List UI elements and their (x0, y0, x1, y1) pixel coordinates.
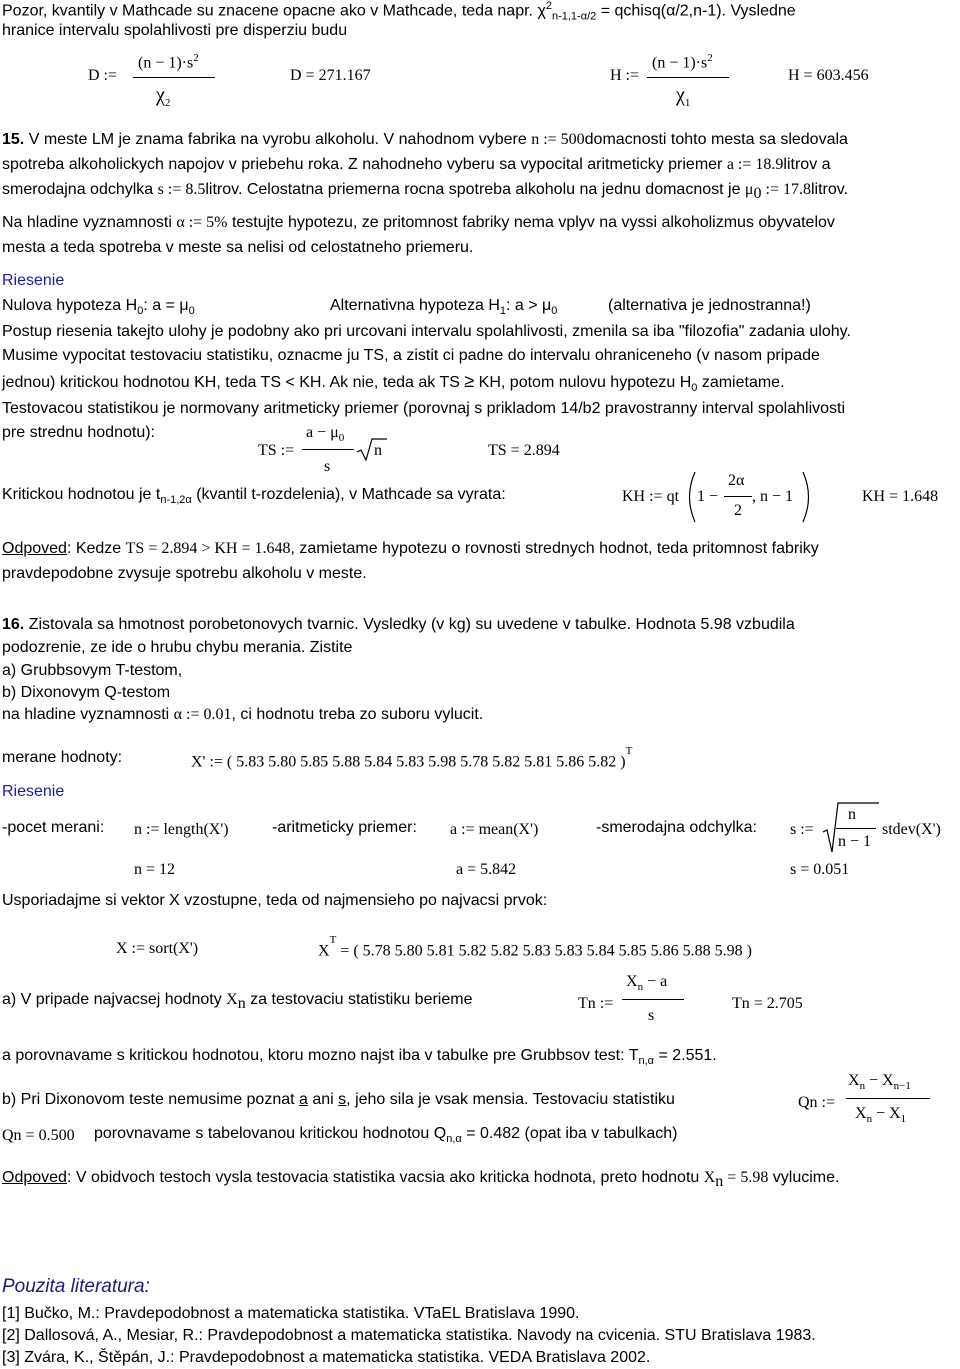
sort-definition: X := sort(X') (116, 940, 199, 957)
kh-definition: KH := qt (622, 488, 680, 505)
p15-riesenie-heading: Riesenie (2, 272, 65, 289)
p16-line-5: na hladine vyznamnosti α := 0.01, ci hodnotu treba zo suboru vylucit. (2, 706, 484, 723)
d-definition: D := (88, 67, 118, 84)
h-numerator: $(n - 1)\cdot s^2$ (652, 52, 713, 72)
p16-line-2: podozrenie, ze ide o hrubu chybu merania. Zistite (2, 639, 353, 656)
sorted-vector: $X^T$ = ( 5.78 5.80 5.81 5.82 5.82 5.83 5.83 5.84 5.85 5.86 5.88 5.98 ) (318, 934, 752, 960)
dixon-line-1: b) Pri Dixonovom teste nemusime poznat a ani s, jeho sila je vsak mensia. Testovaciu statistiku (2, 1091, 675, 1108)
p15-line-4: Na hladine vyznamnosti α := 5% testujte hypotezu, ze pritomnost fabriky nema vplyv na vyssi alkoholizmus obyvatelov (2, 214, 835, 231)
grubbs-line: a) V pripade najvacsej hodnoty $X_n$ za testovaciu statistiku berieme (2, 991, 473, 1013)
qn-definition: Qn := (798, 1094, 836, 1111)
literature-title: Pouzita literatura: (2, 1276, 150, 1297)
tn-definition: Tn := (578, 995, 614, 1012)
qn-denominator: $X_n - X_1$ (855, 1105, 907, 1126)
tn-denominator: s (648, 1007, 655, 1024)
intro-line-2: hranice intervalu spolahlivosti pre disperziu budu (2, 22, 348, 39)
stdev-label: -smerodajna odchylka: (596, 819, 757, 836)
p16-line-3: a) Grubbsovym T-testom, (2, 662, 183, 679)
p15-line-9: Testovacou statistikou je normovany aritmeticky priemer (porovnaj s prikladom 14/b2 pravostranny interval spolahlivosti (2, 400, 846, 417)
p15-line-2: spotreba alkoholickych napojov v priebehu roka. Z nahodneho vyberu sa vypocital aritmeticky priemer a := 18.9litrov a (2, 156, 831, 173)
stdev-function: stdev(X') (882, 821, 941, 838)
qn-fraction-bar (846, 1098, 930, 1099)
h-fraction-bar (647, 77, 729, 78)
d-fraction-bar (133, 77, 215, 78)
d-denominator: $\chi_2$ (156, 84, 171, 109)
qn-numerator: $X_n - X_{n-1}$ (848, 1072, 911, 1093)
kh-result: KH = 1.648 (862, 488, 939, 505)
p15-line-5: mesta a teda spotreba v meste sa nelisi od celostatneho priemeru. (2, 239, 474, 256)
alternative-note: (alternativa je jednostranna!) (608, 297, 811, 314)
count-label: -pocet merani: (2, 819, 105, 836)
mean-label: -aritmeticky priemer: (272, 819, 417, 836)
kh-tail: , n − 1 (752, 488, 794, 505)
kh-denominator: 2 (734, 502, 742, 519)
p16-line-1: 16. Zistovala sa hmotnost porobetonovych tvarnic. Vysledky (v kg) su uvedene v tabulke. Hodnota 5.98 vzbudila (2, 616, 795, 633)
reference-2: [2] Dallosová, A., Mesiar, R.: Pravdepodobnost a matematicka statistika. Navody na cvicenia. STU Bratislava 1983. (2, 1327, 816, 1344)
tn-fraction-bar (622, 999, 684, 1000)
p15-line-10: pre strednu hodnotu): (2, 424, 155, 441)
kh-numerator: 2α (728, 472, 745, 489)
tn-numerator: $X_n - a$ (626, 973, 668, 994)
measured-vector: X' := ( 5.83 5.80 5.85 5.88 5.84 5.83 5.98 5.78 5.82 5.81 5.86 5.82 )$^T$ (191, 745, 633, 771)
p15-answer-line-2: pravdepodobne zvysuje spotrebu alkoholu v meste. (2, 565, 367, 582)
stdev-definition: s := (790, 821, 814, 838)
qn-result: Qn = 0.500 (2, 1127, 75, 1144)
p16-line-4: b) Dixonovym Q-testom (2, 684, 171, 701)
null-hypothesis: Nulova hypoteza $H_0$: $a = \mu_0$ (2, 297, 195, 318)
kh-fraction-bar (724, 496, 752, 497)
p15-line-8: jednou) kritickou hodnotou KH, teda TS < KH. Ak nie, teda ak TS ≥ KH, potom nulovu hypotezu $H_0$ zamietame. (2, 371, 785, 395)
p16-riesenie-heading: Riesenie (2, 783, 65, 800)
dixon-line-2: porovnavame s tabelovanou kritickou hodnotou $Q_{n,\alpha} = 0.482$ (opat iba v tabulkach) (94, 1125, 678, 1146)
ts-sqrt-n: n (374, 442, 382, 459)
stdev-result: s = 0.051 (790, 861, 850, 878)
sqrt-icon (356, 438, 388, 462)
p15-line-1: 15. V meste LM je znama fabrika na vyrobu alkoholu. V nahodnom vybere n := 500domacnosti tohto mesta sa sledovala (2, 131, 848, 148)
stdev-numerator: n (848, 806, 856, 823)
left-paren-icon (682, 470, 698, 524)
reference-3: [3] Zvára, K., Štěpán, J.: Pravdepodobnost a matematicka statistika. VEDA Bratislava 2002. (2, 1349, 651, 1366)
mean-result: a = 5.842 (456, 861, 517, 878)
h-definition: H := (610, 67, 640, 84)
reference-1: [1] Bučko, M.: Pravdepodobnost a matematicka statistika. VTaEL Bratislava 1990. (2, 1305, 580, 1322)
stdev-denominator: n − 1 (838, 833, 872, 850)
p15-answer: Odpoved: Kedze TS = 2.894 > KH = 1.648, zamietame hypotezu o rovnosti strednych hodnot, teda pritomnost fabriky (2, 540, 819, 557)
d-result: D = 271.167 (290, 67, 371, 84)
h-result: H = 603.456 (788, 67, 869, 84)
alternative-hypothesis: Alternativna hypoteza $H_1$: $a > \mu_0$ (330, 297, 558, 318)
grubbs-compare: a porovnavame s kritickou hodnotou, ktoru mozno najst iba v tabulke pre Grubbsov test: $T_{n,\alpha} = 2.551$. (2, 1047, 717, 1068)
count-result: n = 12 (134, 861, 176, 878)
h-denominator: $\chi_1$ (676, 84, 691, 109)
p15-line-7: Musime vypocitat testovaciu statistiku, oznacme ju TS, a zistit ci padne do intervalu ohraniceneho (v nasom pripade (2, 347, 820, 364)
p15-line-6: Postup riesenia takejto ulohy je podobny ako pri urcovani intervalu spolahlivosti, zmenila sa iba "filozofia" zadania ulohy. (2, 323, 851, 340)
right-paren-icon (800, 470, 816, 524)
tn-result: Tn = 2.705 (732, 995, 803, 1012)
p15-line-11: Kritickou hodnotou je $t_{n-1,2\alpha}$ (kvantil t-rozdelenia), v Mathcade sa vyrata: (2, 486, 506, 507)
stdev-fraction-bar (836, 828, 876, 829)
ts-denominator: s (324, 458, 331, 475)
mean-definition: a := mean(X') (450, 821, 539, 838)
intro-line-1: Pozor, kvantily v Mathcade su znacene opacne ako v Mathcade, teda napr. $\chi^2_{n-1,1-\alpha/2}$ = qchisq(α/2,n-1). Vysledne (2, 0, 796, 23)
p15-line-3: smerodajna odchylka s := 8.5litrov. Celostatna priemerna rocna spotreba alkoholu na jednu domacnost je $\mu_0$ := 17.8litrov. (2, 181, 849, 203)
ts-numerator: $a - \mu_0$ (306, 424, 345, 445)
ts-fraction-bar (302, 449, 354, 450)
ts-definition: TS := (258, 442, 295, 459)
measured-label: merane hodnoty: (2, 749, 123, 766)
d-numerator: $(n - 1)\cdot s^2$ (138, 52, 199, 72)
ts-result: TS = 2.894 (488, 442, 560, 459)
count-definition: n := length(X') (134, 821, 229, 838)
sort-instruction: Usporiadajme si vektor X vzostupne, teda od najmensieho po najvacsi prvok: (2, 892, 548, 909)
kh-one-minus: 1 − (697, 488, 719, 505)
p16-answer: Odpoved: V obidvoch testoch vysla testovacia statistika vacsia ako kriticka hodnota, preto hodnotu $X_n = 5.98$ vylucime. (2, 1169, 840, 1191)
